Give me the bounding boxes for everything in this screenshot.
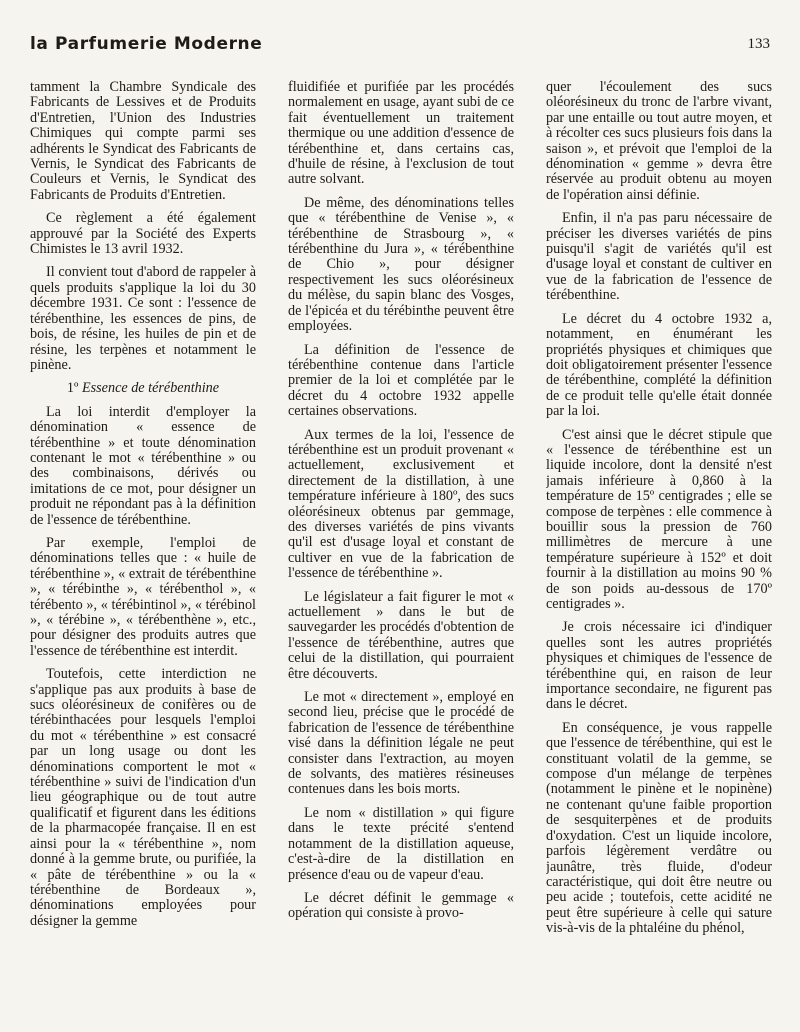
page-number: 133 (747, 36, 770, 52)
paragraph: Le décret du 4 octobre 1932 a, notamment, en énumérant les propriétés physiques et chimiques que doit obligatoirement présenter l'essence de térébenthine, complété la définition de ce produit telle qu'elle était donnée par la loi. (546, 310, 772, 420)
paragraph: Ce règlement a été également approuvé par la Société des Experts Chimistes le 13 avril 1932. (30, 210, 256, 258)
continued-paragraph: tamment la Chambre Syndicale des Fabricants de Lessives et de Produits d'Entretien, l'Union des Industries Chimiques qui compte parmi ses adhérents le Syndicat des Fabricants de Vernis, le Syndicat des Fabricants de Couleurs et Vernis, le Syndicat des Fabricants de Produits d'Entretien. (30, 80, 256, 203)
paragraph: Il convient tout d'abord de rappeler à quels produits s'applique la loi du 30 décembre 1931. Ce sont : l'essence de térébenthine, les essences de pins, de bois, de résine, les huiles de pin et de résine, les terpènes et notamment le pinène. (30, 264, 256, 373)
section-title: Essence de térébenthine (81, 380, 220, 397)
journal-title: la Parfumerie Moderne (30, 34, 263, 54)
paragraph: La définition de l'essence de térébenthine contenue dans l'article premier de la loi et complétée par le décret du 4 octobre 1932 appelle certaines observations. (288, 341, 514, 420)
article-body (30, 80, 772, 1010)
paragraph: Le législateur a fait figurer le mot « actuellement » dans le but de sauvegarder les procédés d'obtention de l'essence de térébenthine, autres que celui de la distillation, qui pourraient être découverts. (288, 588, 514, 682)
text-column-2 (288, 80, 514, 1010)
section-heading (30, 381, 256, 396)
continued-paragraph: quer l'écoulement des sucs oléorésineux du tronc de l'arbre vivant, par une entaille ou tout autre moyen, et à récolter ces sucs plusieurs fois dans la saison », et prévoit que l'emploi de la dénomination « gemme » devra être réservée au produit obtenu au moyen de l'opération ainsi définie. (546, 80, 772, 203)
paragraph: Aux termes de la loi, l'essence de térébenthine est un produit provenant « actuellement, exclusivement et directement de la distillation, à une température inférieure à 180º, des sucs oléorésineux obtenus par gemmage, des diverses variétés de pins vivants qu'il est d'usage loyal et constant de cultiver en vue de la fabrication de l'essence de térébenthine ». (288, 426, 514, 582)
text-column-3 (546, 80, 772, 1010)
paragraph: Je crois nécessaire ici d'indiquer quelles sont les autres propriétés physiques et chimiques de l'essence de térébenthine qui, en raison de leur importance secondaire, ne figurent pas dans le décret. (546, 619, 772, 713)
paragraph: En conséquence, je vous rappelle que l'essence de térébenthine, qui est le constituant volatil de la gemme, se compose d'un mélange de terpènes (notamment le pinène et le nopinène) ne contenant qu'une faible proportion de sesquiterpènes et de produits d'oxydation. C'est un liquide incolore, parfois légèrement verdâtre ou jaunâtre, très fluide, d'odeur caractéristique, qui doit être neutre ou peu acide ; toutefois, cette acidité ne peut être supérieure à celle qui sature vis-à-vis de la phtaléine du phénol, (546, 719, 772, 937)
paragraph: C'est ainsi que le décret stipule que « l'essence de térébenthine est un liquide incolore, dont la densité n'est jamais inférieure à 0,860 à la température de 15º centigrades ; elle se compose de terpènes : elle commence à bouillir sous la pression de 760 millimètres de mercure à une température supérieure à 152º et doit fournir à la distillation au moins 90 % de son poids au-dessous de 170º centigrades ». (546, 426, 772, 612)
text-column-1 (30, 80, 256, 1010)
paragraph: Toutefois, cette interdiction ne s'applique pas aux produits à base de sucs oléorésineux de conifères ou de térébinthacées pour lesquels l'emploi du mot « térébenthine » est consacré par un long usage ou dont les dénominations comportent le mot « térébenthine » suivi de l'indication d'un lieu géographique ou de tout autre qualificatif et figurent dans les éditions de la pharmacopée française. Il en est ainsi pour la « térébenthine », nom donné à la gemme brute, ou purifiée, la « pâte de térébenthine » ou la « térébenthine de Bordeaux », dénominations employées pour désigner la gemme (30, 666, 256, 929)
paragraph: Le nom « distillation » qui figure dans le texte précité s'entend notamment de la distillation aqueuse, c'est-à-dire de la distillation en présence d'eau ou de vapeur d'eau. (288, 804, 514, 883)
section-number: 1º (66, 380, 82, 397)
paragraph: De même, des dénominations telles que « térébenthine de Venise », « térébenthine de Strasbourg », « térébenthine du Jura », « térébenthine de Chio », pour désigner respectivement les sucs oléorésineux du mélèse, du sapin blanc des Vosges, de l'épicéa et du térébinthe peuvent être employées. (288, 194, 514, 335)
paragraph: Le décret définit le gemmage « opération qui consiste à provo- (288, 889, 514, 922)
continued-paragraph: fluidifiée et purifiée par les procédés normalement en usage, ayant subi de ce fait éventuellement un traitement thermique ou une addition d'essence de térébenthine et, dans certains cas, d'huile de résine, à l'exclusion de tout autre solvant. (288, 80, 514, 188)
running-header (30, 34, 770, 56)
paragraph: Par exemple, l'emploi de dénominations telles que : « huile de térébenthine », « extrait de térébenthine », « térébinthe », « térébenthol », « térébento », « térébintinol », « térébinol », « térébine », « térébenthène », etc., pour désigner des produits autres que l'essence de térébenthine est interdit. (30, 534, 256, 659)
paragraph: Enfin, il n'a pas paru nécessaire de préciser les diverses variétés de pins puisqu'il s'agit de variétés qu'il est d'usage loyal et constant de cultiver en vue de la fabrication de l'essence de térébenthine. (546, 210, 772, 304)
paragraph: Le mot « directement », employé en second lieu, précise que le procédé de fabrication de l'essence de térébenthine visé dans la définition légale ne peut consister dans l'extraction, au moyen de solvants, des matières résineuses contenues dans les bois morts. (288, 689, 514, 798)
paragraph: La loi interdit d'employer la dénomination « essence de térébenthine » et toute dénomination contenant le mot « térébenthine » ou des combinaisons, dérivés ou imitations de ce mot, pour désigner un produit ne répondant pas à la définition de l'essence de térébenthine. (30, 403, 256, 528)
